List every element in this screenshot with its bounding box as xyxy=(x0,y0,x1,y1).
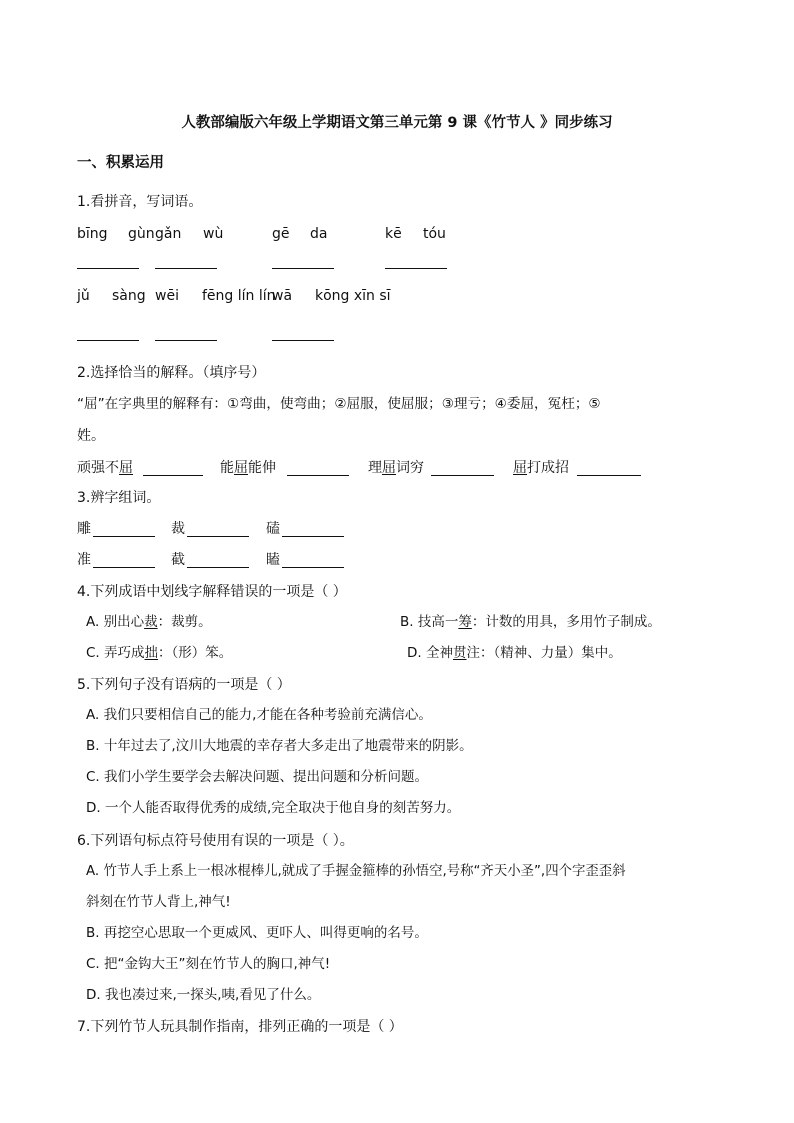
pinyin: wā xyxy=(272,288,293,304)
answer-blank[interactable] xyxy=(272,340,334,341)
q6-option-d[interactable]: D. 我也凑过来,一探头,咦,看见了什么。 xyxy=(86,987,321,1003)
q2-item: 顽强不屈 xyxy=(77,460,133,476)
q4-option-c[interactable]: C. 弄巧成拙：（形）笨。 xyxy=(86,645,233,661)
q4-prompt: 4.下列成语中划线字解释错误的一项是（ ） xyxy=(77,584,347,600)
pinyin: wēi xyxy=(155,288,179,304)
answer-blank[interactable] xyxy=(431,475,494,476)
section-heading: 一、积累运用 xyxy=(77,155,164,171)
q6-option-a[interactable]: A. 竹节人手上系上一根冰棍棒儿,就成了手握金箍棒的孙悟空,号称“齐天小圣”,四个字歪歪斜 xyxy=(86,864,626,879)
q4-option-d[interactable]: D. 全神贯注：（精神、力量）集中。 xyxy=(407,645,622,661)
pinyin: fēng lín lín xyxy=(202,288,276,304)
q6-option-b[interactable]: B. 再挖空心思取一个更威风、更吓人、叫得更响的名号。 xyxy=(86,925,428,941)
q6-option-c[interactable]: C. 把“金钩大王”刻在竹节人的胸口,神气! xyxy=(86,956,331,972)
answer-blank[interactable] xyxy=(93,536,155,537)
answer-blank[interactable] xyxy=(77,340,139,341)
q5-option-b[interactable]: B. 十年过去了,汶川大地震的幸存者大多走出了地震带来的阴影。 xyxy=(86,738,473,754)
q2-item: 能屈能伸 xyxy=(220,460,276,476)
q5-prompt: 5.下列句子没有语病的一项是（ ） xyxy=(77,677,291,693)
page-title: 人教部编版六年级上学期语文第三单元第 9 课《竹节人 》同步练习 xyxy=(181,115,613,131)
q6-prompt: 6.下列语句标点符号使用有误的一项是（ ）。 xyxy=(77,833,354,849)
pinyin: tóu xyxy=(423,226,446,242)
q5-option-c[interactable]: C. 我们小学生要学会去解决问题、提出问题和分析问题。 xyxy=(86,769,429,785)
answer-blank[interactable] xyxy=(272,268,334,269)
q3-prompt: 3.辨字组词。 xyxy=(77,490,161,506)
q2-item: 理屈词穷 xyxy=(368,460,424,476)
pinyin: gē xyxy=(272,226,290,242)
q5-option-d[interactable]: D. 一个人能否取得优秀的成绩,完全取决于他自身的刻苦努力。 xyxy=(86,800,461,816)
pinyin: bīng xyxy=(77,226,108,242)
answer-blank[interactable] xyxy=(577,475,641,476)
q4-option-a[interactable]: A. 别出心裁：裁剪。 xyxy=(86,614,212,630)
answer-blank[interactable] xyxy=(155,268,217,269)
q3-char: 裁 xyxy=(171,521,185,537)
q3-char: 瞌 xyxy=(266,552,280,568)
pinyin: wù xyxy=(203,226,224,242)
q2-definitions-cont: 姓。 xyxy=(77,428,105,444)
answer-blank[interactable] xyxy=(385,268,447,269)
q3-char: 截 xyxy=(171,552,185,568)
pinyin: kē xyxy=(385,226,402,242)
q6-option-a-cont: 斜刻在竹节人背上,神气! xyxy=(86,894,231,910)
q5-option-a[interactable]: A. 我们只要相信自己的能力,才能在各种考验前充满信心。 xyxy=(86,707,432,723)
pinyin: jǔ xyxy=(77,288,90,304)
answer-blank[interactable] xyxy=(155,340,217,341)
answer-blank[interactable] xyxy=(287,475,349,476)
q1-prompt: 1.看拼音，写词语。 xyxy=(77,194,203,210)
q3-char: 雕 xyxy=(77,521,91,537)
pinyin: sàng xyxy=(112,288,146,304)
q7-prompt: 7.下列竹节人玩具制作指南，排列正确的一项是（ ） xyxy=(77,1019,403,1035)
answer-blank[interactable] xyxy=(282,536,344,537)
q4-option-b[interactable]: B. 技高一筹：计数的用具，多用竹子制成。 xyxy=(400,614,661,630)
pinyin: kōng xīn sī xyxy=(315,288,391,304)
pinyin: gǎn xyxy=(155,226,182,242)
answer-blank[interactable] xyxy=(282,567,344,568)
q3-char: 准 xyxy=(77,552,91,568)
q3-char: 磕 xyxy=(266,521,280,537)
pinyin: gùn xyxy=(128,226,155,242)
answer-blank[interactable] xyxy=(187,567,249,568)
q2-item: 屈打成招 xyxy=(513,460,569,476)
answer-blank[interactable] xyxy=(143,475,203,476)
answer-blank[interactable] xyxy=(93,567,155,568)
q2-prompt: 2.选择恰当的解释。（填序号） xyxy=(77,365,266,381)
answer-blank[interactable] xyxy=(187,536,249,537)
q2-definitions: “屈”在字典里的解释有：①弯曲，使弯曲；②屈服，使屈服；③理亏；④委屈，冤枉；⑤ xyxy=(77,396,601,412)
pinyin: da xyxy=(310,226,328,242)
answer-blank[interactable] xyxy=(77,268,139,269)
